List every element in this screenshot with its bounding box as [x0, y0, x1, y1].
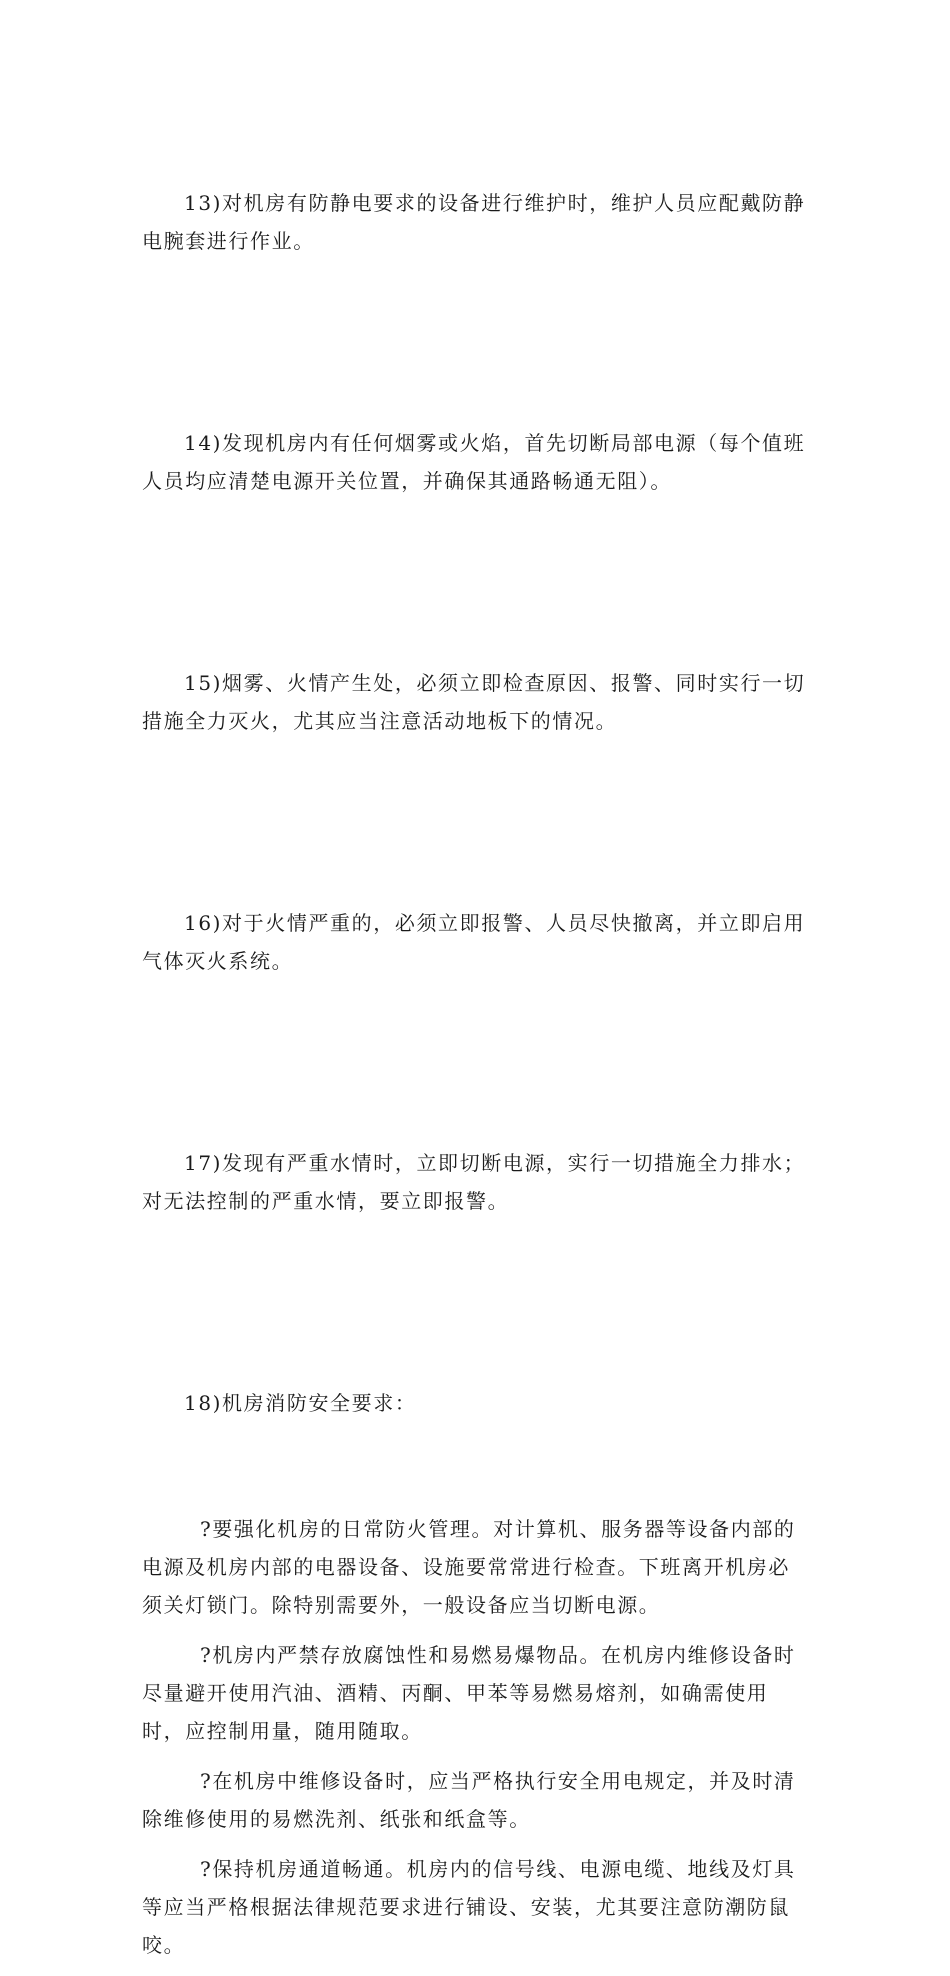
paragraph-18	[142, 1308, 810, 1498]
paragraph-line: 16)对于火情严重的，必须立即报警、人员尽快撤离，并立即启用	[184, 911, 806, 935]
bullet-line: ?保持机房通道畅通。机房内的信号线、电源电缆、地线及灯具	[200, 1857, 796, 1881]
paragraph-16	[142, 828, 810, 1056]
bullet-hazardous-materials	[142, 1636, 810, 1750]
paragraph-line: 对无法控制的严重水情，要立即报警。	[142, 1189, 510, 1213]
paragraph-line: 电腕套进行作业。	[142, 229, 315, 253]
bullet-safe-electricity	[142, 1762, 810, 1838]
paragraph-line: 14)发现机房内有任何烟雾或火焰，首先切断局部电源（每个值班	[184, 431, 806, 455]
paragraph-17	[142, 1068, 810, 1296]
document-body	[142, 108, 810, 1976]
paragraph-13	[142, 108, 810, 336]
paragraph-line: 15)烟雾、火情产生处，必须立即检查原因、报警、同时实行一切	[184, 671, 806, 695]
bullet-line: ?机房内严禁存放腐蚀性和易燃易爆物品。在机房内维修设备时	[200, 1643, 796, 1667]
paragraph-14	[142, 348, 810, 576]
bullet-daily-fire-management	[142, 1510, 810, 1624]
paragraph-line: 气体灭火系统。	[142, 949, 294, 973]
paragraph-line: 18)机房消防安全要求：	[184, 1391, 417, 1415]
bullet-line: 等应当严格根据法律规范要求进行铺设、安装，尤其要注意防潮防鼠	[142, 1895, 790, 1919]
bullet-line: 须关灯锁门。除特别需要外，一般设备应当切断电源。	[142, 1593, 661, 1617]
bullet-line: ?要强化机房的日常防火管理。对计算机、服务器等设备内部的	[200, 1517, 796, 1541]
bullet-line: 电源及机房内部的电器设备、设施要常常进行检查。下班离开机房必	[142, 1555, 790, 1579]
paragraph-line: 13)对机房有防静电要求的设备进行维护时，维护人员应配戴防静	[184, 191, 806, 215]
bullet-line: 时，应控制用量，随用随取。	[142, 1719, 423, 1743]
bullet-line: 除维修使用的易燃洗剂、纸张和纸盒等。	[142, 1807, 531, 1831]
bullet-line: 咬。	[142, 1933, 186, 1957]
paragraph-line: 17)发现有严重水情时，立即切断电源，实行一切措施全力排水；	[184, 1151, 806, 1175]
bullet-clear-passages	[142, 1850, 810, 1964]
paragraph-line: 人员均应清楚电源开关位置，并确保其通路畅通无阻）。	[142, 469, 672, 493]
bullet-line: 尽量避开使用汽油、酒精、丙酮、甲苯等易燃易熔剂，如确需使用	[142, 1681, 769, 1705]
bullet-line: ?在机房中维修设备时，应当严格执行安全用电规定，并及时清	[200, 1769, 796, 1793]
paragraph-line: 措施全力灭火，尤其应当注意活动地板下的情况。	[142, 709, 618, 733]
paragraph-15	[142, 588, 810, 816]
